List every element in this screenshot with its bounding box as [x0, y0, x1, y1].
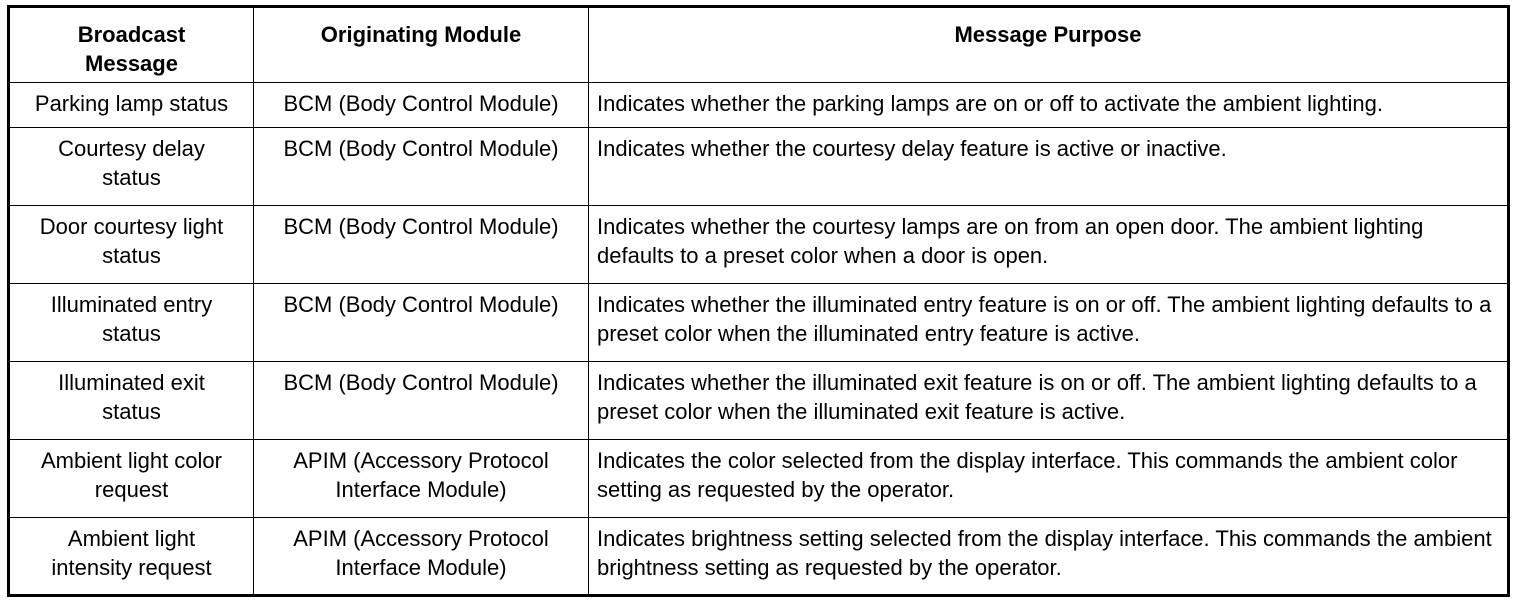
broadcast-message-table	[7, 5, 1510, 597]
table-row	[9, 206, 1509, 284]
table-row	[9, 362, 1509, 440]
header-message-purpose: Message Purpose	[589, 7, 1509, 83]
table-header-row	[9, 7, 1509, 83]
cell-message-purpose: Indicates brightness setting selected from the display interface. This commands the ambient brightness setting as requested by the operator.	[589, 518, 1509, 596]
cell-broadcast-message: Door courtesy light status	[9, 206, 254, 284]
cell-message-purpose: Indicates whether the parking lamps are on or off to activate the ambient lighting.	[589, 83, 1509, 128]
table-row	[9, 83, 1509, 128]
header-originating-module: Originating Module	[254, 7, 589, 83]
cell-broadcast-message: Ambient light intensity request	[9, 518, 254, 596]
cell-broadcast-message: Illuminated exit status	[9, 362, 254, 440]
cell-originating-module: BCM (Body Control Module)	[254, 128, 589, 206]
cell-broadcast-message: Parking lamp status	[9, 83, 254, 128]
cell-broadcast-message: Courtesy delay status	[9, 128, 254, 206]
cell-message-purpose: Indicates the color selected from the display interface. This commands the ambient color setting as requested by the operator.	[589, 440, 1509, 518]
table-row	[9, 440, 1509, 518]
table-row	[9, 284, 1509, 362]
broadcast-message-table-container	[7, 5, 1507, 597]
cell-message-purpose: Indicates whether the illuminated entry feature is on or off. The ambient lighting defaults to a preset color when the illuminated entry feature is active.	[589, 284, 1509, 362]
cell-message-purpose: Indicates whether the illuminated exit feature is on or off. The ambient lighting defaults to a preset color when the illuminated exit feature is active.	[589, 362, 1509, 440]
cell-originating-module: BCM (Body Control Module)	[254, 206, 589, 284]
table-row	[9, 518, 1509, 596]
cell-broadcast-message: Ambient light color request	[9, 440, 254, 518]
cell-broadcast-message: Illuminated entry status	[9, 284, 254, 362]
cell-originating-module: APIM (Accessory Protocol Interface Module)	[254, 518, 589, 596]
cell-originating-module: BCM (Body Control Module)	[254, 284, 589, 362]
table-row	[9, 128, 1509, 206]
cell-message-purpose: Indicates whether the courtesy delay feature is active or inactive.	[589, 128, 1509, 206]
header-broadcast-message: Broadcast Message	[9, 7, 254, 83]
cell-originating-module: BCM (Body Control Module)	[254, 83, 589, 128]
cell-originating-module: BCM (Body Control Module)	[254, 362, 589, 440]
cell-originating-module: APIM (Accessory Protocol Interface Module)	[254, 440, 589, 518]
cell-message-purpose: Indicates whether the courtesy lamps are on from an open door. The ambient lighting defaults to a preset color when a door is open.	[589, 206, 1509, 284]
